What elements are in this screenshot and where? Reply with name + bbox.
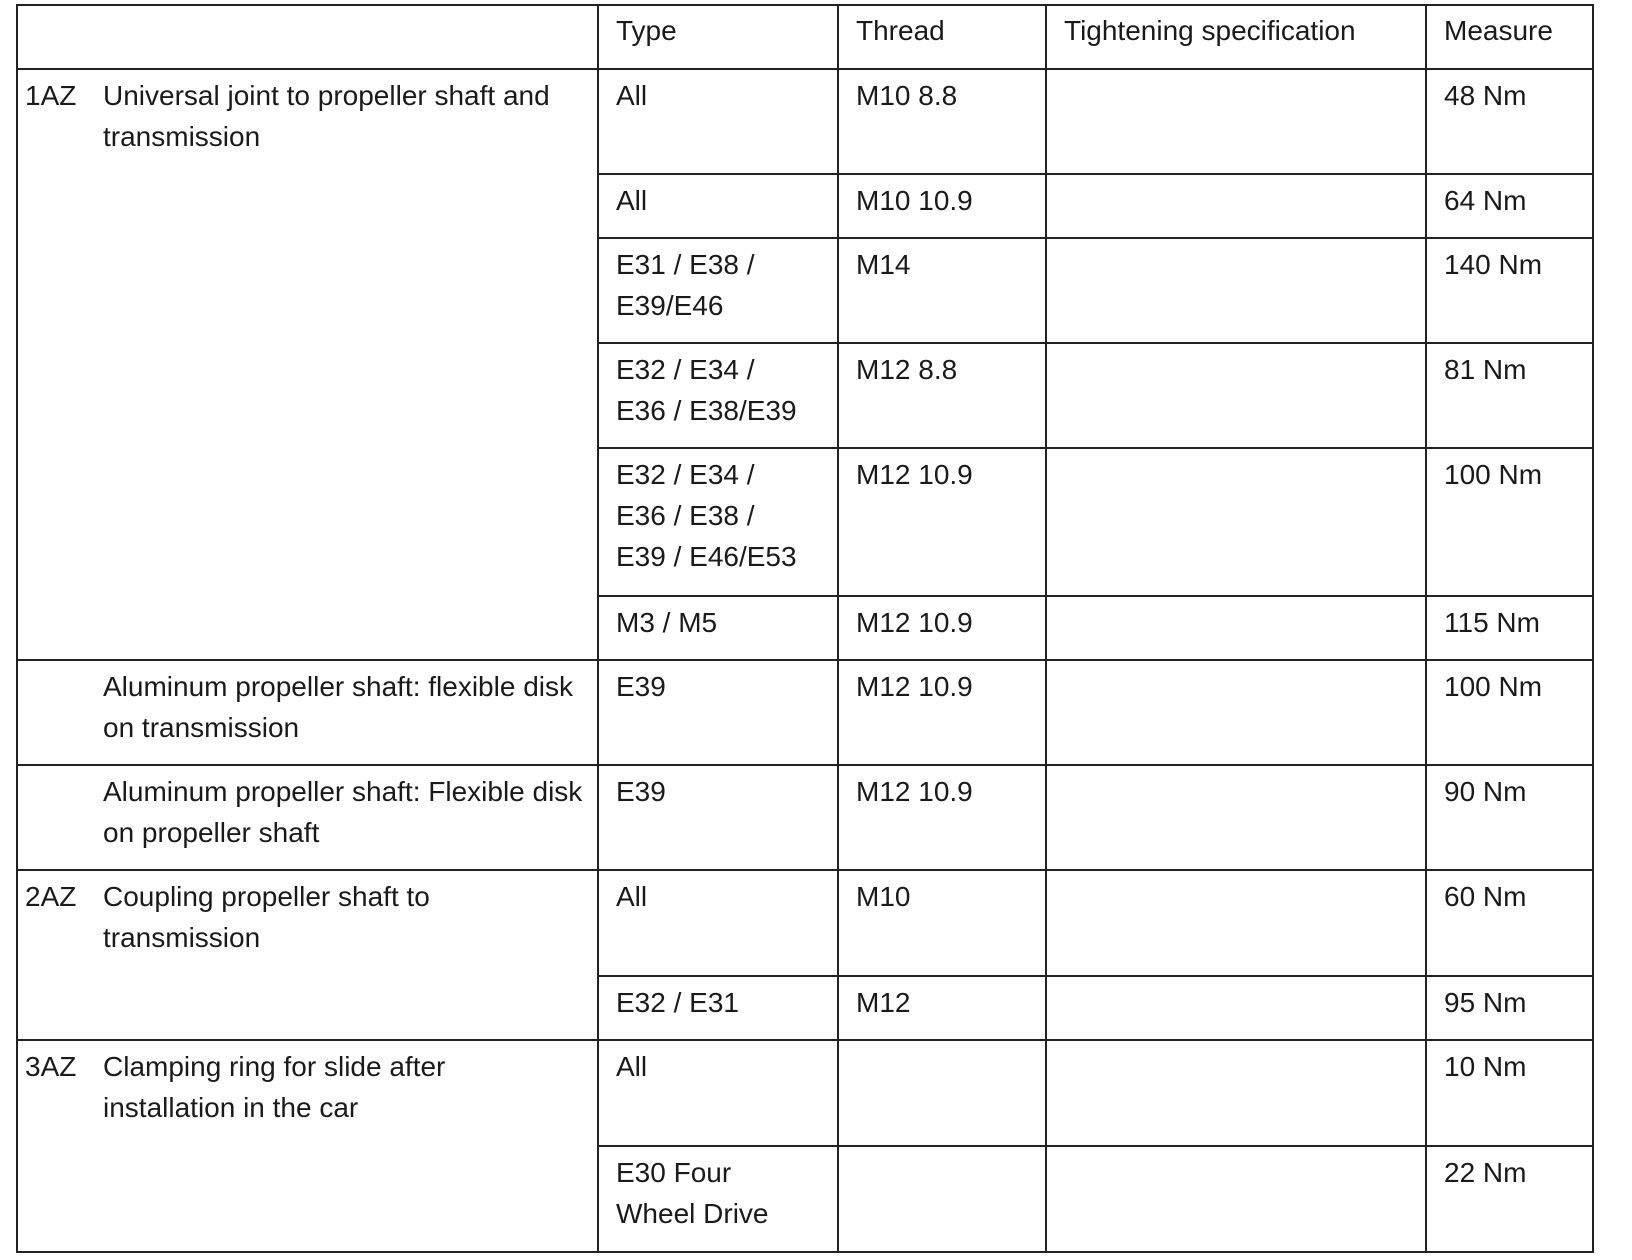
thread-cell: M10	[838, 870, 1046, 976]
measure-cell: 90 Nm	[1426, 765, 1593, 870]
group-description-cell	[17, 69, 598, 660]
tightening-cell	[1046, 238, 1426, 343]
measure-cell: 48 Nm	[1426, 69, 1593, 174]
table-row	[17, 870, 1593, 976]
measure-cell: 100 Nm	[1426, 660, 1593, 765]
group-description: Aluminum propeller shaft: Flexible disk on propeller shaft	[103, 776, 583, 848]
group-description: Coupling propeller shaft to transmission	[103, 881, 430, 953]
type-cell: E31 / E38 / E39/E46	[598, 238, 838, 343]
thread-cell: M12 10.9	[838, 765, 1046, 870]
thread-cell	[838, 1146, 1046, 1252]
header-description	[17, 5, 598, 69]
group-description: Clamping ring for slide after installation in the car	[103, 1051, 446, 1123]
type-cell: M3 / M5	[598, 596, 838, 660]
type-cell: E30 Four Wheel Drive	[598, 1146, 838, 1252]
table-row	[17, 1040, 1593, 1146]
measure-cell: 64 Nm	[1426, 174, 1593, 238]
tightening-cell	[1046, 343, 1426, 448]
group-code: 2AZ	[25, 881, 77, 912]
measure-cell: 115 Nm	[1426, 596, 1593, 660]
measure-cell: 100 Nm	[1426, 448, 1593, 596]
group-description: Aluminum propeller shaft: flexible disk on transmission	[103, 671, 573, 743]
thread-cell: M14	[838, 238, 1046, 343]
tightening-cell	[1046, 1146, 1426, 1252]
thread-cell: M12 10.9	[838, 596, 1046, 660]
header-type: Type	[598, 5, 838, 69]
tightening-cell	[1046, 660, 1426, 765]
tightening-cell	[1046, 448, 1426, 596]
tightening-cell	[1046, 976, 1426, 1040]
thread-cell: M12 8.8	[838, 343, 1046, 448]
group-description-cell	[17, 765, 598, 870]
type-cell: All	[598, 870, 838, 976]
measure-cell: 140 Nm	[1426, 238, 1593, 343]
tightening-cell	[1046, 870, 1426, 976]
tightening-cell	[1046, 174, 1426, 238]
header-thread: Thread	[838, 5, 1046, 69]
group-code: 1AZ	[25, 80, 77, 111]
group-code: 3AZ	[25, 1051, 77, 1082]
tightening-cell	[1046, 69, 1426, 174]
measure-cell: 60 Nm	[1426, 870, 1593, 976]
type-cell: E32 / E34 / E36 / E38/E39	[598, 343, 838, 448]
type-cell: E39	[598, 765, 838, 870]
header-measure: Measure	[1426, 5, 1593, 69]
type-cell: All	[598, 174, 838, 238]
header-tightening-specification: Tightening specification	[1046, 5, 1426, 69]
thread-cell: M12	[838, 976, 1046, 1040]
tightening-cell	[1046, 765, 1426, 870]
measure-cell: 95 Nm	[1426, 976, 1593, 1040]
group-description-cell	[17, 870, 598, 1040]
thread-cell: M12 10.9	[838, 448, 1046, 596]
type-cell: E39	[598, 660, 838, 765]
thread-cell: M12 10.9	[838, 660, 1046, 765]
tightening-cell	[1046, 1040, 1426, 1146]
group-description-cell	[17, 1040, 598, 1252]
thread-cell	[838, 1040, 1046, 1146]
measure-cell: 81 Nm	[1426, 343, 1593, 448]
measure-cell: 22 Nm	[1426, 1146, 1593, 1252]
type-cell: All	[598, 1040, 838, 1146]
tightening-torque-table	[16, 4, 1594, 1253]
thread-cell: M10 10.9	[838, 174, 1046, 238]
type-cell: E32 / E31	[598, 976, 838, 1040]
table-row	[17, 69, 1593, 174]
type-cell: All	[598, 69, 838, 174]
measure-cell: 10 Nm	[1426, 1040, 1593, 1146]
table-row	[17, 660, 1593, 765]
group-description-cell	[17, 660, 598, 765]
tightening-cell	[1046, 596, 1426, 660]
type-cell: E32 / E34 / E36 / E38 / E39 / E46/E53	[598, 448, 838, 596]
group-description: Universal joint to propeller shaft and transmission	[103, 80, 550, 152]
header-row	[17, 5, 1593, 69]
table-row	[17, 765, 1593, 870]
thread-cell: M10 8.8	[838, 69, 1046, 174]
